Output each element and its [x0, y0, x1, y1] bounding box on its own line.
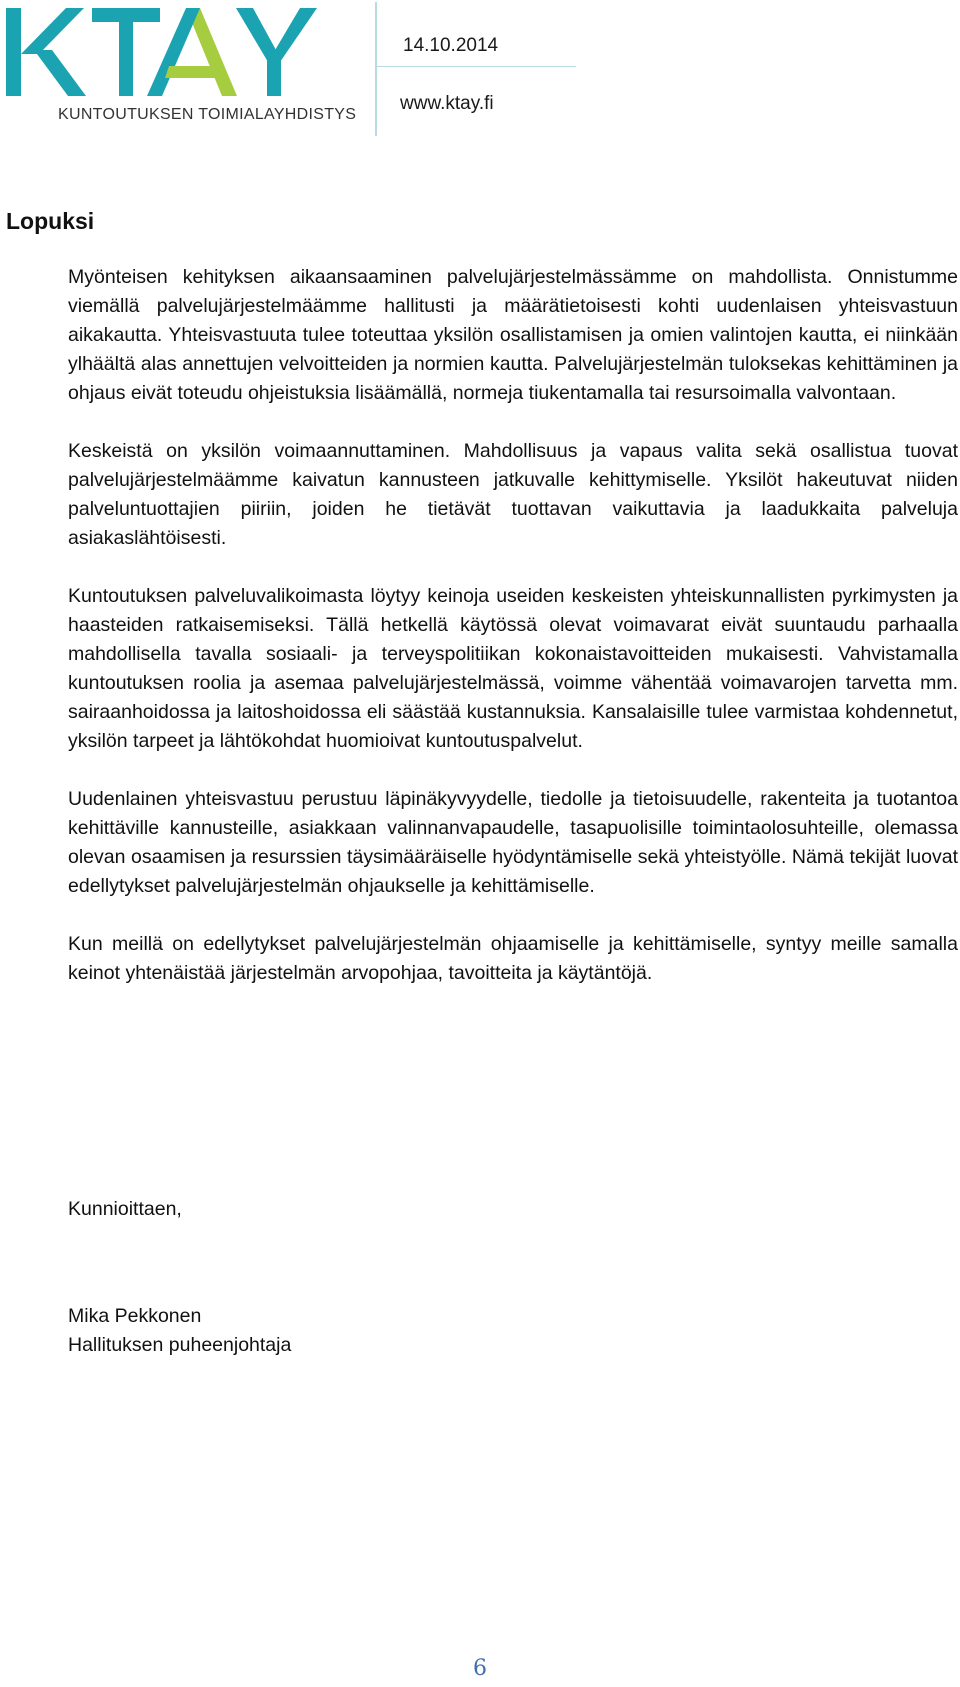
- page-number: 6: [473, 1656, 487, 1681]
- paragraph: Uudenlainen yhteisvastuu perustuu läpinäkyvyydelle, tiedolle ja tietoisuudelle, rakenteita ja tuotantoa kehittäville kannusteille, asiakkaan valinnanvapaudelle, tasapuolisille toimintaolosuhteille, olemassa olevan osaamisen ja resurssien täysimääräiselle hyödyntämiselle sekä yhteistyölle. Nämä tekijät luovat edellytykset palvelujärjestelmän ohjaukselle ja kehittämiselle.: [68, 788, 958, 897]
- logo-subtitle: KUNTOUTUKSEN TOIMIALAYHDISTYS: [58, 106, 357, 123]
- section-title: Lopuksi: [6, 208, 95, 234]
- signer-name: Mika Pekkonen: [68, 1305, 202, 1327]
- website-url: www.ktay.fi: [400, 93, 494, 114]
- paragraph: Kuntoutuksen palveluvalikoimasta löytyy keinoja useiden keskeisten yhteiskunnallisten pyrkimysten ja haasteiden ratkaisemiseksi. Tällä hetkellä käytössä olevat voimavarat eivät suuntaudu parhaalla mahdollisella tavalla sosiaali- ja terveyspolitiikan kokonaistavoitteiden mukaisesti. Vahvistamalla kuntoutuksen roolia ja asemaa palvelujärjestelmässä, voimme vähentää voimavarojen tarvetta mm. sairaanhoidossa ja laitoshoidossa eli säästää kustannuksia. Kansalaisille tulee varmistaa kohdennetut, yksilön tarpeet ja lähtökohdat huomioivat kuntoutuspalvelut.: [68, 585, 958, 752]
- paragraph: Keskeistä on yksilön voimaannuttaminen. Mahdollisuus ja vapaus valita sekä osallistua tuovat palvelujärjestelmäämme kaivatun kannusteen jatkuvalle kehittymiselle. Yksilöt hakeutuvat niiden palveluntuottajien piiriin, joiden he tietävät tuottavan vaikuttavia ja laadukkaita palveluja asiakaslähtöisesti.: [68, 440, 958, 549]
- header-horizontal-rule: [376, 66, 576, 67]
- signature-block: [68, 1302, 291, 1360]
- signer-role: Hallituksen puheenjohtaja: [68, 1334, 292, 1356]
- paragraph: Kun meillä on edellytykset palvelujärjestelmän ohjaamiselle ja kehittämiselle, syntyy meille samalla keinot yhtenäistää järjestelmän arvopohjaa, tavoitteita ja käytäntöjä.: [68, 933, 958, 984]
- document-date: 14.10.2014: [403, 35, 499, 56]
- header-vertical-rule: [375, 2, 377, 136]
- ktay-logo-mark: [4, 4, 344, 109]
- body-text: [68, 263, 958, 1017]
- closing-salutation: Kunnioittaen,: [68, 1198, 182, 1220]
- paragraph: Myönteisen kehityksen aikaansaaminen palvelujärjestelmässämme on mahdollista. Onnistumme viemällä palvelujärjestelmäämme hallitusti ja määrätietoisesti kohti uudenlaisen yhteisvastuun aikakautta. Yhteisvastuuta tulee toteuttaa yksilön osallistamisen ja omien valintojen kautta, ei niinkään ylhäältä alas annettujen velvoitteiden ja normien kautta. Palvelujärjestelmän tuloksekas kehittäminen ja ohjaus eivät toteudu ohjeistuksia lisäämällä, normeja tiukentamalla tai resursoimalla valvontaan.: [68, 266, 958, 404]
